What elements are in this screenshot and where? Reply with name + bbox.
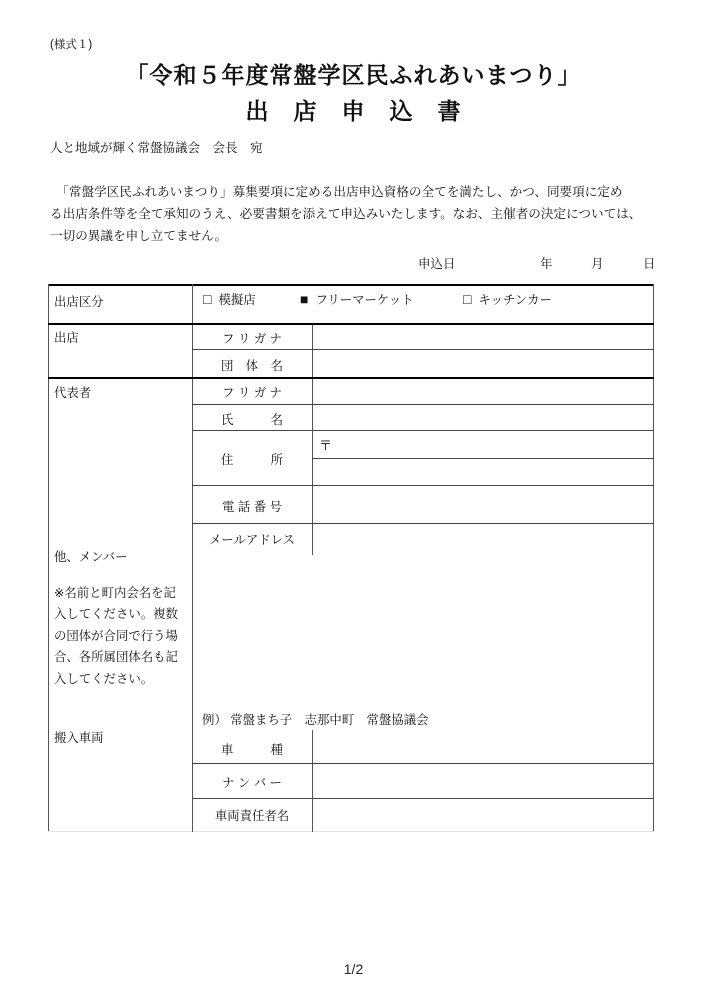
table-border-top <box>48 284 654 286</box>
rep-furigana-label: フ リ ガ ナ <box>222 386 282 400</box>
rep-email-label: メールアドレス <box>208 533 296 547</box>
checkbox-option-flea-market <box>300 290 413 308</box>
table-border-left <box>48 284 49 832</box>
rep-name-label: 氏 名 <box>221 413 283 427</box>
members-row-label: 他、メンバー <box>54 550 128 564</box>
page-number: 1/2 <box>343 961 364 977</box>
vehicle-type-input-cell <box>313 731 653 763</box>
rep-email-input-cell <box>313 524 653 555</box>
category-row-label: 出店区分 <box>54 295 104 309</box>
application-table <box>48 284 654 832</box>
vehicle-number-input-cell <box>313 764 653 798</box>
pledge-line-3: 一切の異議を申し立てません。 <box>50 229 228 243</box>
checkbox-checked-icon: ■ <box>300 291 309 307</box>
vehicle-manager-label: 車両責任者名 <box>214 809 290 823</box>
pledge-line-1: 「常盤学区民ふれあいまつり」募集要項に定める出店申込資格の全てを満たし、かつ、同要項に定め <box>50 185 623 199</box>
checkbox-label: フリーマーケット <box>315 293 414 307</box>
rep-phone-label: 電 話 番 号 <box>222 500 282 514</box>
rep-address-label: 住 所 <box>221 453 283 467</box>
form-title-line1: 「令和５年度常盤学区民ふれあいまつり」 <box>125 62 582 88</box>
pledge-line-2: る出店条件等を全て承知のうえ、必要書類を添えて申込みいたします。なお、主催者の決定については、 <box>50 207 642 221</box>
vehicle-type-label: 車 種 <box>221 743 283 757</box>
application-date-label: 申込日 <box>418 257 456 271</box>
members-example: 例） 常盤まち子 志那中町 常盤協議会 <box>202 713 429 727</box>
rep-address-input-cell <box>313 431 653 485</box>
checkbox-option-kitchen-car <box>463 290 552 308</box>
checkbox-icon: □ <box>203 291 212 307</box>
members-note: ※名前と町内会名を記入してください。複数の団体が合同で行う場合、各所属団体名も記入してください。 <box>54 586 178 686</box>
shop-row-label: 出店 <box>54 331 79 345</box>
postal-mark: 〒 <box>319 438 333 453</box>
members-input-area <box>193 556 653 706</box>
table-border-right <box>653 284 654 832</box>
checkbox-label: キッチンカー <box>478 293 552 307</box>
date-day-label: 日 <box>643 257 656 271</box>
checkbox-icon: □ <box>463 291 472 307</box>
checkbox-label: 模擬店 <box>218 293 256 307</box>
table-border-bottom-faint <box>48 831 654 832</box>
rep-furigana-input-cell <box>313 378 653 404</box>
shop-group-name-label: 団 体 名 <box>221 359 283 373</box>
shop-furigana-label: フ リ ガ ナ <box>222 332 282 346</box>
vehicle-number-label: ナ ン バ ー <box>222 776 282 790</box>
shop-group-name-input-cell <box>313 350 653 377</box>
rep-name-input-cell <box>313 405 653 430</box>
vehicle-manager-input-cell <box>313 799 653 831</box>
checkbox-option-mogiten <box>203 290 256 308</box>
rep-phone-input-cell <box>313 486 653 523</box>
shop-furigana-input-cell <box>313 324 653 349</box>
form-code: (様式１) <box>50 39 93 51</box>
form-title-line2: 出 店 申 込 書 <box>245 98 462 124</box>
vehicle-row-label: 搬入車両 <box>54 731 104 745</box>
date-year-label: 年 <box>540 257 553 271</box>
addressee-line: 人と地域が輝く常盤協議会 会長 宛 <box>50 141 263 155</box>
date-month-label: 月 <box>591 257 604 271</box>
representative-row-label: 代表者 <box>54 386 92 400</box>
